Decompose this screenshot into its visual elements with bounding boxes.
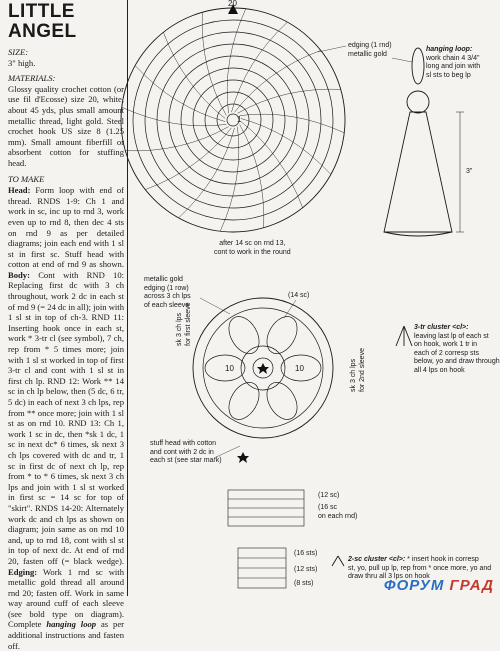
forum-watermark (384, 577, 494, 594)
edging-end-text: as per additional instructions and fasten off. (8, 619, 124, 651)
hanging-loop-text: work chain 4 3/4" long and join with sl sts to beg lp (426, 54, 481, 79)
8sts-annotation: (8 sts) (294, 580, 314, 587)
head-text: Form loop with end of thread. RNDS 1-9: Ch 1 and work in sc, inc up to rnd 3, work even up to rnd 8, then dec 4 sts on rnd 9 as per detailed diagrams; join each end with 1 sl st in first sc. Stuff head with cotton at end of rnd 9 as shown. (8, 185, 124, 270)
16sts-annotation: (16 sts) (294, 550, 318, 557)
hanging-loop-word: hanging loop (46, 619, 97, 630)
2sc-cluster-text: * insert hook in corresp st, yo, pull up lp, rep from * once more, yo and draw thru all 3 lps on hook (348, 556, 492, 580)
star-mark (257, 363, 269, 374)
height-annotation: 3" (466, 168, 473, 175)
head-label: Head: (8, 185, 31, 196)
head-spoke (240, 114, 345, 133)
head-spoke (179, 128, 235, 218)
3tr-cluster-annotation (414, 324, 500, 375)
head-spoke (202, 12, 226, 115)
materials-text: Glossy quality crochet cotton (or use fil d'Ecosse) size 20, white, about 45 yds, plus small amount metallic thread, light gold. Steel crochet hook US size 8 (1.25 mm). Small amount fiberfill or absorbent cotton for stuffing head. (8, 83, 124, 168)
head-spoke (135, 66, 225, 122)
title-line-2: ANGEL (8, 21, 77, 42)
2sc-cluster-label: 2-sc cluster <cl>: (348, 556, 406, 563)
hanging-loop-annotation (426, 46, 480, 80)
sleeve-edging-annotation: metallic gold edging (1 row) across 3 ch lps of each sleeve (144, 276, 191, 309)
head-spoke (235, 50, 321, 112)
head-spoke (240, 124, 264, 227)
head-spoke (237, 89, 340, 113)
head-spoke (241, 118, 331, 174)
16sc-annotation: (16 sc on each rnd) (318, 504, 358, 520)
materials-heading: MATERIALS: (8, 73, 56, 84)
3tr-cluster-symbol (396, 326, 412, 346)
after-14sc-annotation: after 14 sc on rnd 13, cont to work in the round (214, 240, 291, 256)
rnd-10-label-left: 10 (225, 364, 234, 373)
3tr-cluster-text: leaving last lp of each st on hook, work 1 tr in each of 2 corresp sts below, yo and draw through all 4 lps on hook (414, 332, 500, 374)
watermark-part-2: ГРАД (449, 577, 494, 594)
head-spoke (163, 32, 225, 118)
12sc-annotation: (12 sc) (318, 492, 340, 499)
make-heading: TO MAKE (8, 173, 45, 184)
head-spoke (125, 127, 228, 151)
skirt-grid (228, 490, 304, 588)
14sc-annotation: (14 sc) (288, 292, 310, 299)
size-text: 3" high. (8, 57, 36, 68)
first-sleeve-annotation: sk 3 ch lps for first sleeve (176, 302, 192, 346)
body-label: Body: (8, 269, 30, 280)
second-sleeve-annotation: sk 3 ch lps for 2nd sleeve (350, 348, 366, 392)
size-heading: SIZE: (8, 47, 29, 57)
edging-label: Edging: (8, 566, 38, 577)
head-spoke (241, 122, 303, 208)
head-spoke (220, 127, 239, 232)
2sc-cluster-symbol (332, 556, 344, 566)
head-spoke (227, 9, 246, 114)
watermark-part-1: ФОРУМ (383, 577, 445, 594)
edging-annotation: edging (1 rnd) metallic gold (348, 42, 392, 58)
body-text: Cont with RND 10: Replacing first dc with 3 ch throughout, work 2 dc in each st of rnd 9 (= 24 dc in all); join with 1 sl st in top of ch-3. RND 11: Inserting hook once in each st, work * 3-tr cl (see symbol), 7 ch, rep from * 5 times more; join with 1 sl st worked in top of first 3-tr cl and cont with 1 sl st in first ch lp. RND 12: Work ** 14 sc in ch lp below, then (5 dc, 6 tr, 5 dc) in each of next 3 ch lps, rep from ** once more; join with 1 sl st as on rnd 10. RND 13: Ch 1, work 1 sc in dc, then *sk 1 dc, 1 sc in next dc* 6 times, sk next 3 ch lps covered with dc and tr, 1 sc in first dc of next ch lp, rep from * to * 6 times, sk next 3 ch lps and join with 1 sl st worked in first sc = 14 sc for top of "skirt". RNDS 14-20: Alternately work dc and ch lps as shown on diagram; join same as on rnd 10 and, up to rnd 18, cont with sl st in top of next dc. At end of rnd 20, fasten off (= black wedge). (8, 269, 124, 566)
rnd-1-label: 1 (237, 115, 242, 124)
legend-star-mark (237, 452, 249, 463)
title-line-1: LITTLE (8, 1, 75, 22)
head-spoke (145, 128, 231, 190)
head-spoke (231, 22, 287, 112)
3tr-cluster-label: 3-tr cluster <cl>: (414, 324, 469, 331)
head-diagram (121, 8, 345, 232)
head-spoke (122, 107, 227, 126)
rnd-10-label-right: 10 (295, 364, 304, 373)
rnd-20-label: 20 (228, 0, 237, 8)
12sts-annotation: (12 sts) (294, 566, 318, 573)
hanging-loop-label: hanging loop: (426, 46, 473, 53)
stuff-head-annotation: stuff head with cotton and cont with 2 dc in each st (see star mark) (150, 440, 222, 464)
edging-text: Work 1 rnd sc with metallic gold thread all around rnd 20; fasten off. Work in same way around cuff of each sleeve (see bold type on diagram). Complete (8, 566, 124, 630)
